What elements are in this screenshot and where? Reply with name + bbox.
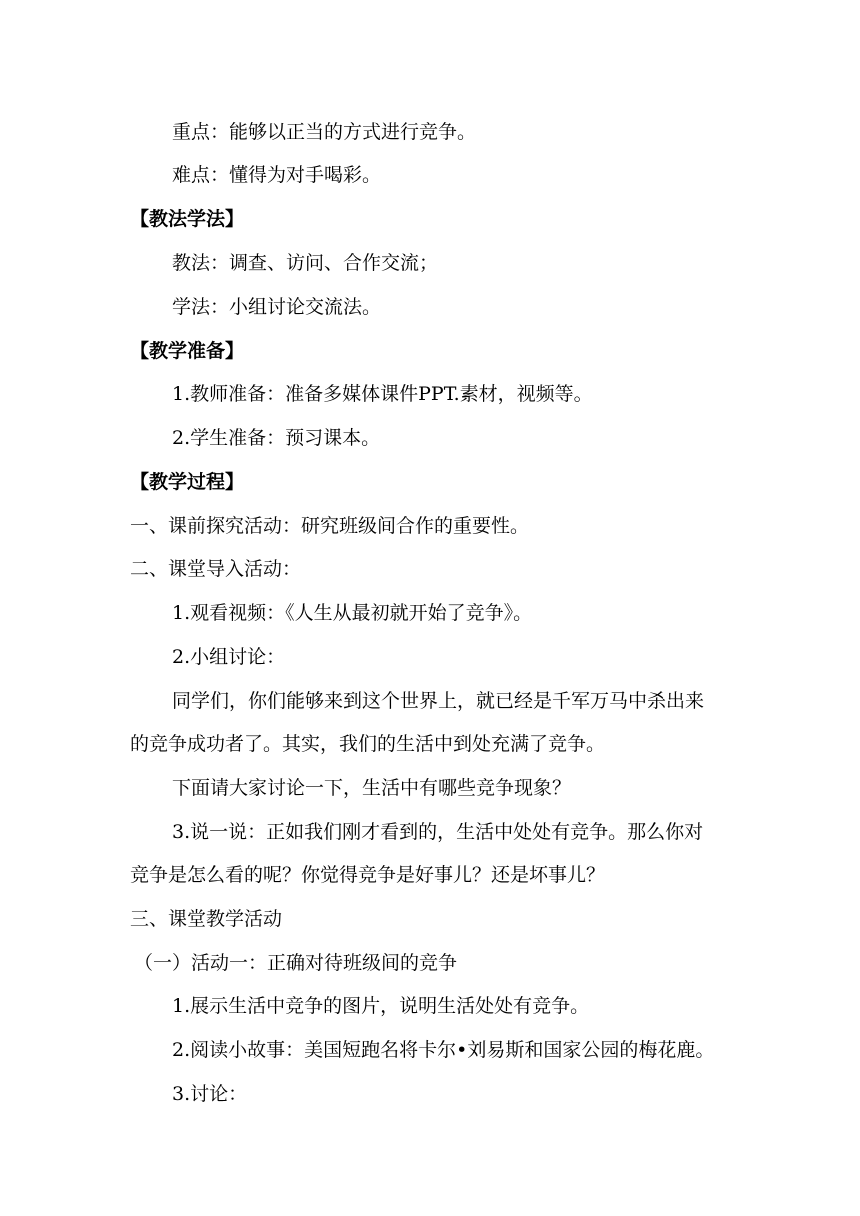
watch-video-line: 1.观看视频：《人生从最初就开始了竞争》。	[172, 602, 533, 624]
teacher-preparation-line: 1.教师准备：准备多媒体课件PPT.素材，视频等。	[172, 383, 593, 405]
difficult-point-line: 难点：懂得为对手喝彩。	[172, 164, 382, 186]
read-story-line: 2.阅读小故事：美国短跑名将卡尔•刘易斯和国家公园的梅花鹿。	[172, 1039, 715, 1061]
teaching-method-line: 教法：调查、访问、合作交流；	[172, 252, 439, 274]
learning-method-line: 学法：小组讨论交流法。	[172, 296, 382, 318]
show-pictures-line: 1.展示生活中竞争的图片，说明生活处处有竞争。	[172, 995, 590, 1017]
say-it-line: 3.说一说：正如我们刚才看到的，生活中处处有竞争。那么你对	[172, 821, 704, 843]
section-heading-methods: 【教法学法】	[130, 208, 245, 230]
introduction-activity-line: 二、课堂导入活动：	[130, 558, 302, 580]
discussion-prompt-line: 下面请大家讨论一下，生活中有哪些竞争现象？	[172, 777, 572, 799]
activity-one-heading: （一）活动一：正确对待班级间的竞争	[134, 952, 458, 974]
discuss-line: 3.讨论：	[172, 1083, 248, 1105]
paragraph-line: 的竞争成功者了。其实，我们的生活中到处充满了竞争。	[130, 733, 606, 755]
group-discussion-line: 2.小组讨论：	[172, 646, 286, 668]
student-preparation-line: 2.学生准备：预习课本。	[172, 427, 381, 449]
section-heading-process: 【教学过程】	[130, 471, 245, 493]
paragraph-line: 同学们，你们能够来到这个世界上，就已经是千军万马中杀出来	[172, 690, 705, 712]
classroom-activity-heading: 三、课堂教学活动	[130, 908, 283, 930]
section-heading-preparation: 【教学准备】	[130, 340, 245, 362]
paragraph-line: 竞争是怎么看的呢？你觉得竞争是好事儿？还是坏事儿？	[130, 864, 606, 886]
key-point-line: 重点：能够以正当的方式进行竞争。	[172, 121, 477, 143]
pre-class-activity-line: 一、课前探究活动：研究班级间合作的重要性。	[130, 515, 530, 537]
